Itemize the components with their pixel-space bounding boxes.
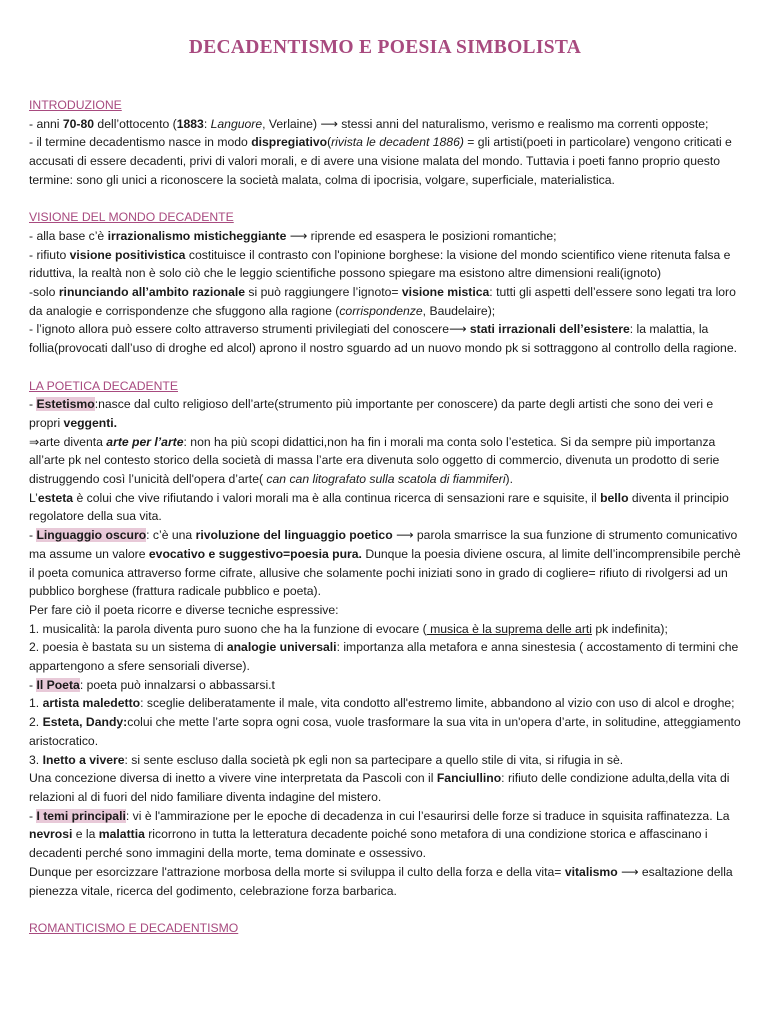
highlight-linguaggio-oscuro: Linguaggio oscuro (36, 528, 147, 543)
spacer (29, 358, 741, 377)
highlight-estetismo: Estetismo (36, 397, 95, 412)
intro-paragraph-2: - il termine decadentismo nasce in modo dispregiativo(rivista le decadent 1886) = gli artisti(poeti in particolare) vengono criticati e accusati di essere decadenti, privi di valori morali, e di avere una visione malata del mondo. Tuttavia i poeti fanno proprio questo termine: sono gli unici a riconoscere la società malata, colma di ipocrisia, volgare, superficiale, materialistica. (29, 135, 732, 187)
poetica-linguaggio-oscuro: - Linguaggio oscuro: c’è una rivoluzione del linguaggio poetico ⟶ parola smarrisce la sua funzione di strumento comunicativo ma assume un valore evocativo e suggestivo=poesia pura. Dunque la poesia diviene oscura, al limite dell’incomprensibile perchè il poeta comunica attraverso forme cifrate, allusive che solamente pochi iniziati sono in grado di cogliere= rifiuto di rivolgersi ad un pubblico borghese (frattura radicale pubblico e poeta). (29, 528, 741, 599)
poetica-ruolo-1: 1. artista maledetto: sceglie deliberatamente il male, vita condotto all'estremo limite, abbandono al vizio con uso di alcol e droghe; (29, 696, 735, 711)
highlight-il-poeta: Il Poeta (36, 677, 80, 692)
visione-paragraph-1: - alla base c’è irrazionalismo misticheggiante ⟶ riprende ed esaspera le posizioni romantiche; (29, 228, 557, 243)
section-heading-romanticismo: ROMANTICISMO E DECADENTISMO (29, 920, 239, 935)
visione-paragraph-2: - rifiuto visione positivistica costituisce il contrasto con l'opinione borghese: la visione del mondo scientifico viene ritenuta falsa e riduttiva, la realtà non è solo ciò che le leggio scientifiche possono spiegare ma esistono altre dimensioni reali(ignoto) (29, 247, 731, 281)
poetica-tecnica-1: 1. musicalità: la parola diventa puro suono che ha la funzione di evocare ( musica è la suprema delle arti pk indefinita); (29, 621, 668, 636)
poetica-tecnica-2: 2. poesia è bastata su un sistema di analogie universali: importanza alla metafora e anna sinestesia ( accostamento di termini che appartengono a sfere sensoriali diverse). (29, 640, 739, 674)
poetica-vitalismo: Dunque per esorcizzare l'attrazione morbosa della morte si sviluppa il culto della forza e della vita= vitalismo ⟶ esaltazione della pienezza vitale, ricerca del godimento, celebrazione forza barbarica. (29, 864, 733, 898)
section-heading-poetica: LA POETICA DECADENTE (29, 378, 178, 393)
poetica-ruolo-3: 3. Inetto a vivere: si sente escluso dalla società pk egli non sa partecipare a quello stile di vita, si rifugia in sè. (29, 752, 624, 767)
document-page (29, 36, 741, 938)
document-title: DECADENTISMO E POESIA SIMBOLISTA (188, 37, 582, 58)
spacer (29, 190, 741, 209)
poetica-temi-principali: - I temi principali: vi è l'ammirazione per le epoche di decadenza in cui l’esaurirsi delle forze si traduce in squisita raffinatezza. La nevrosi e la malattia ricorrono in tutta la letteratura decadente poiché sono metafora di una condizione storica e affascinano i decadenti perché sono immagini della morte, tema dominate e ossessivo. (29, 808, 730, 861)
poetica-estetismo: - Estetismo:nasce dal culto religioso dell’arte(strumento più importante per conoscere) da parte degli artisti che sono dei veri e propri veggenti. (29, 397, 714, 430)
poetica-esteta: L’esteta è colui che vive rifiutando i valori morali ma è alla continua ricerca di sensazioni rare e squisite, il bello diventa il principio regolatore della sua vita. (29, 490, 729, 524)
visione-paragraph-4: - l’ignoto allora può essere colto attraverso strumenti privilegiati del conoscere⟶ stati irrazionali dell’esistere: la malattia, la follia(provocati dall’uso di droghe ed alcol) aprono il nostro sguardo ad un nuovo mondo pk si sottraggono al controllo della ragione. (29, 322, 737, 356)
visione-paragraph-3: -solo rinunciando all’ambito razionale si può raggiungere l’ignoto= visione mistica: tutti gli aspetti dell’essere sono legati tra loro da analogie e corrispondenze che sfuggono alla ragione (corrispondenze, Baudelaire); (29, 285, 736, 318)
spacer (29, 900, 741, 919)
section-heading-introduzione: INTRODUZIONE (29, 98, 122, 112)
poetica-pascoli: Una concezione diversa di inetto a vivere vine interpretata da Pascoli con il Fanciullino: rifiuto delle condizione adulta,della vita di relazioni al di fuori del nido familiare diventa indagine del mistero. (29, 771, 730, 804)
poetica-il-poeta: - Il Poeta: poeta può innalzarsi o abbassarsi.t (29, 677, 275, 692)
intro-paragraph-1: - anni 70-80 dell’ottocento (1883: Languore, Verlaine) ⟶ stessi anni del naturalismo, verismo e realismo ma correnti opposte; (29, 116, 709, 131)
section-heading-visione: VISIONE DEL MONDO DECADENTE (29, 210, 234, 225)
poetica-tecniche-intro: Per fare ciò il poeta ricorre e diverse tecniche espressive: (29, 602, 339, 617)
poetica-arte-per-arte: ⇒arte diventa arte per l’arte: non ha più scopi didattici,non ha fin i morali ma conta solo l’estetica. Si da sempre più importanza all’arte pk nel contesto storico della società di massa l’arte era divenuta solo oggetto di commercio, divenuta un prodotto di serie distruggendo così l’unicità dell'opera d’arte( can can litografato sulla scatola di fiammiferi). (29, 434, 720, 487)
poetica-ruolo-2: 2. Esteta, Dandy:colui che mette l’arte sopra ogni cosa, vuole trasformare la sua vita in un'opera d’arte, in solitudine, atteggiamento aristocratico. (29, 715, 741, 748)
highlight-temi-principali: I temi principali (36, 808, 126, 823)
